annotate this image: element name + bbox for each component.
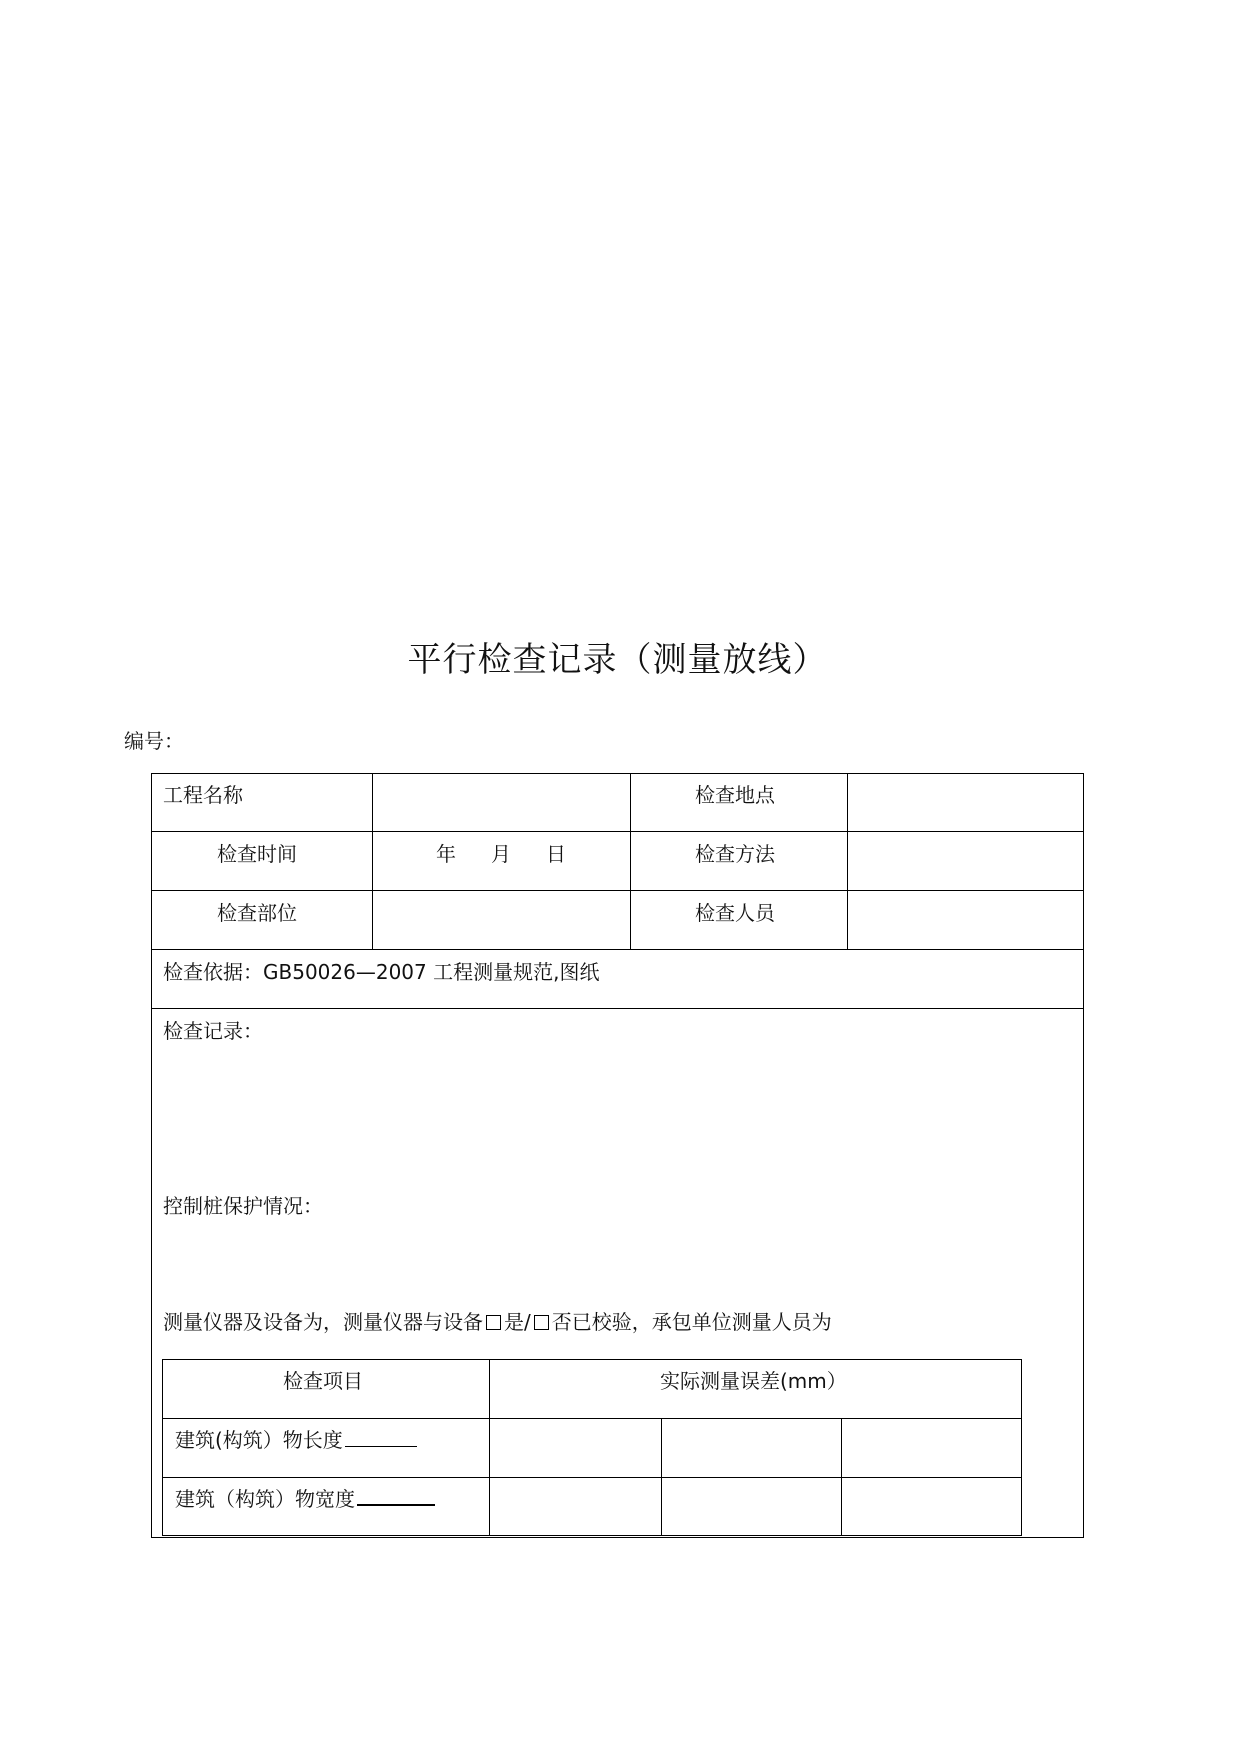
inspection-method-label: 检查方法 xyxy=(695,842,775,866)
length-error-cell-3[interactable] xyxy=(847,1424,1015,1470)
table-row-divider xyxy=(151,890,1084,891)
measurement-error-header: 实际测量误差(mm） xyxy=(660,1369,847,1393)
inner-table-col-divider xyxy=(841,1418,842,1535)
row-width-label xyxy=(175,1483,435,1512)
check-item-header: 检查项目 xyxy=(283,1369,363,1393)
length-error-cell-2[interactable] xyxy=(667,1424,835,1470)
inspection-location-label: 检查地点 xyxy=(695,783,775,807)
table-col-divider xyxy=(372,773,373,949)
inner-table-row-divider xyxy=(162,1477,1022,1478)
inner-table-col-divider xyxy=(489,1359,490,1535)
inspection-basis: 检查依据：GB50026—2007 工程测量规范,图纸 xyxy=(163,960,600,984)
width-blank-line[interactable] xyxy=(357,1486,435,1506)
length-label-text: 建筑(构筑）物长度 xyxy=(175,1428,343,1452)
serial-number-label: 编号： xyxy=(124,729,184,753)
table-border-bottom xyxy=(151,1537,1084,1538)
inner-table-border-right xyxy=(1021,1359,1022,1535)
inspector-label: 检查人员 xyxy=(695,901,775,925)
checkbox-no[interactable] xyxy=(534,1315,549,1330)
inspection-part-label: 检查部位 xyxy=(217,901,297,925)
inner-table-col-divider xyxy=(661,1418,662,1535)
table-col-divider xyxy=(847,773,848,949)
date-year: 年 xyxy=(436,842,456,866)
option-yes-label: 是/ xyxy=(504,1310,531,1334)
table-border-top xyxy=(151,773,1084,774)
width-error-cell-3[interactable] xyxy=(847,1483,1015,1529)
width-error-cell-2[interactable] xyxy=(667,1483,835,1529)
checkbox-yes[interactable] xyxy=(486,1315,501,1330)
date-month: 月 xyxy=(491,842,511,866)
inspection-record-label: 检查记录： xyxy=(163,1019,263,1043)
inspection-location-value[interactable] xyxy=(853,779,1077,819)
option-no-label: 否已校验，承包单位测量人员为 xyxy=(551,1310,832,1334)
inspector-value[interactable] xyxy=(853,897,1077,937)
control-pile-protection-label: 控制桩保护情况： xyxy=(163,1194,323,1218)
length-error-cell-1[interactable] xyxy=(495,1424,655,1470)
length-blank-line[interactable] xyxy=(345,1428,417,1447)
inspection-part-value[interactable] xyxy=(378,897,624,937)
table-border-right xyxy=(1083,773,1084,1537)
project-name-value[interactable] xyxy=(378,779,624,819)
table-col-divider xyxy=(630,773,631,949)
table-row-divider xyxy=(151,949,1084,950)
inner-table-border-left xyxy=(162,1359,163,1535)
width-label-text: 建筑（构筑）物宽度 xyxy=(175,1487,355,1511)
project-name-label: 工程名称 xyxy=(163,783,243,807)
inner-table-border-top xyxy=(162,1359,1022,1360)
instrument-statement xyxy=(163,1306,832,1335)
document-title: 平行检查记录（测量放线） xyxy=(407,640,828,680)
inspection-time-label: 检查时间 xyxy=(217,842,297,866)
table-row-divider xyxy=(151,831,1084,832)
table-border-left xyxy=(151,773,152,1537)
inner-table-row-divider xyxy=(162,1418,1022,1419)
inspection-method-value[interactable] xyxy=(853,838,1077,878)
instrument-statement-prefix: 测量仪器及设备为，测量仪器与设备 xyxy=(163,1310,483,1334)
row-length-label xyxy=(175,1424,417,1453)
table-row-divider xyxy=(151,1008,1084,1009)
date-day: 日 xyxy=(546,842,566,866)
width-error-cell-1[interactable] xyxy=(495,1483,655,1529)
inner-table-border-bottom xyxy=(162,1535,1022,1536)
